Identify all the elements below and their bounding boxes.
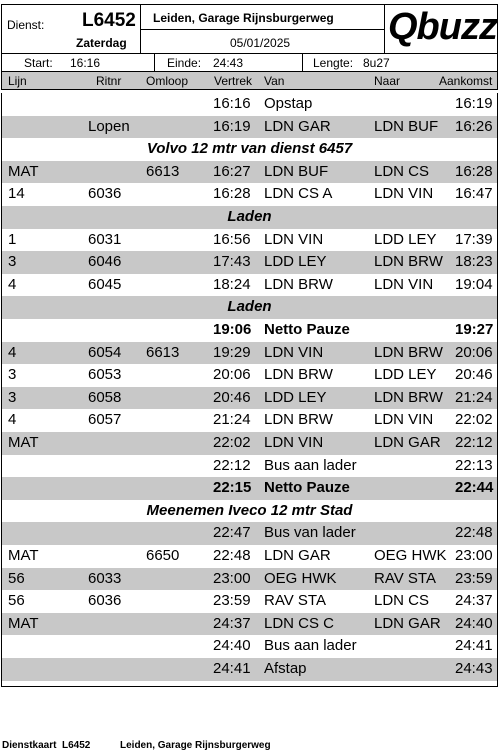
cell-vertrek: 24:40 — [213, 637, 251, 655]
cell-van: LDN BRW — [264, 366, 333, 384]
table-row — [2, 455, 497, 478]
cell-vertrek: 20:06 — [213, 366, 251, 384]
cell-van: LDN VIN — [264, 343, 324, 361]
cell-vertrek: 18:24 — [213, 275, 251, 293]
table-row — [2, 342, 497, 365]
cell-ritnr: 6054 — [88, 343, 122, 361]
header-divider — [384, 5, 385, 53]
cell-naar: LDN CS — [374, 592, 430, 610]
cell-naar: LDN GAR — [374, 614, 441, 632]
cell-van: LDN CS C — [264, 614, 335, 632]
cell-vertrek: 24:41 — [213, 660, 251, 677]
col-aankomst: Aankomst — [439, 74, 493, 88]
dienst-date: 05/01/2025 — [230, 36, 291, 50]
cell-ritnr: 6036 — [88, 185, 122, 203]
cell-aankomst: 16:19 — [455, 95, 493, 112]
cell-omloop: 6613 — [146, 162, 180, 180]
cell-aankomst: 16:28 — [455, 162, 493, 180]
einde-value: 24:43 — [213, 56, 244, 70]
footer-location: Leiden, Garage Rijnsburgerweg — [120, 740, 271, 751]
cell-ritnr: 6057 — [88, 411, 122, 429]
footer-title: Dienstkaart — [2, 740, 57, 751]
cell-aankomst: 22:13 — [455, 456, 493, 474]
table-row — [2, 161, 497, 184]
cell-vertrek: 17:43 — [213, 253, 251, 271]
header-divider — [2, 53, 497, 54]
cell-lijn: MAT — [8, 547, 39, 564]
cell-van: Netto Pauze — [264, 479, 350, 497]
cell-aankomst: 24:37 — [455, 592, 493, 610]
cell-vertrek: 23:59 — [213, 592, 251, 610]
cell-ritnr: 6058 — [88, 388, 122, 406]
qbuzz-logo: Qbuzz — [388, 6, 497, 48]
cell-van: LDN VIN — [264, 434, 324, 451]
cell-ritnr: 6031 — [88, 230, 122, 248]
cell-vertrek: 16:16 — [213, 95, 251, 112]
cell-vertrek: 24:37 — [213, 614, 251, 632]
cell-aankomst: 24:41 — [455, 637, 493, 655]
cell-naar: LDN CS — [374, 162, 430, 180]
header-divider — [140, 29, 384, 30]
cell-ritnr: 6033 — [88, 569, 122, 587]
cell-aankomst: 19:27 — [455, 321, 494, 338]
dienst-code: L6452 — [82, 10, 136, 31]
cell-aankomst: 24:40 — [455, 614, 493, 632]
cell-lijn: 4 — [8, 411, 17, 429]
section-banner: Volvo 12 mtr van dienst 6457 — [146, 140, 353, 158]
section-banner: Meenemen Iveco 12 mtr Stad — [146, 501, 353, 519]
cell-ritnr: Lopen — [88, 117, 130, 135]
cell-van: Bus aan lader — [264, 456, 357, 474]
table-row — [2, 364, 497, 387]
cell-ritnr: 6045 — [88, 275, 122, 293]
cell-van: LDN GAR — [264, 117, 331, 135]
lengte-value: 8u27 — [363, 56, 390, 70]
cell-lijn: MAT — [8, 614, 39, 632]
table-row — [2, 274, 497, 297]
cell-aankomst: 22:44 — [455, 479, 494, 497]
cell-vertrek: 22:02 — [213, 434, 251, 451]
col-van: Van — [264, 74, 285, 88]
table-row — [2, 116, 497, 139]
cell-van: LDN BRW — [264, 411, 333, 429]
cell-van: Bus van lader — [264, 524, 356, 542]
cell-omloop: 6650 — [146, 547, 180, 564]
table-row — [2, 545, 497, 568]
table-row — [2, 409, 497, 432]
cell-vertrek: 16:19 — [213, 117, 251, 135]
cell-vertrek: 22:47 — [213, 524, 251, 542]
cell-vertrek: 22:48 — [213, 547, 251, 564]
cell-van: RAV STA — [264, 592, 326, 610]
cell-lijn: MAT — [8, 434, 39, 451]
cell-naar: LDD LEY — [374, 230, 437, 248]
cell-aankomst: 19:04 — [455, 275, 493, 293]
cell-aankomst: 17:39 — [455, 230, 493, 248]
cell-lijn: MAT — [8, 162, 39, 180]
cell-vertrek: 22:12 — [213, 456, 251, 474]
footer-code: L6452 — [62, 740, 91, 751]
col-omloop: Omloop — [146, 74, 189, 88]
cell-lijn: 1 — [8, 230, 17, 248]
cell-lijn: 4 — [8, 275, 17, 293]
table-row — [2, 477, 497, 500]
cell-aankomst: 22:48 — [455, 524, 493, 542]
cell-vertrek: 22:15 — [213, 479, 252, 497]
section-banner: Laden — [2, 296, 497, 319]
table-row — [2, 590, 497, 613]
cell-lijn: 56 — [8, 569, 25, 587]
cell-ritnr: 6036 — [88, 592, 122, 610]
cell-vertrek: 21:24 — [213, 411, 251, 429]
cell-aankomst: 16:26 — [455, 117, 493, 135]
cell-lijn: 3 — [8, 366, 17, 384]
cell-aankomst: 16:47 — [455, 185, 493, 203]
col-naar: Naar — [374, 74, 401, 88]
lengte-label: Lengte: — [313, 56, 354, 70]
header-divider — [154, 53, 155, 71]
cell-vertrek: 23:00 — [213, 569, 251, 587]
table-row — [2, 229, 497, 252]
cell-van: LDN BUF — [264, 162, 329, 180]
cell-aankomst: 21:24 — [455, 388, 493, 406]
table-row — [2, 658, 497, 681]
cell-van: Opstap — [264, 95, 313, 112]
cell-ritnr: 6046 — [88, 253, 122, 271]
cell-naar: LDN BRW — [374, 343, 443, 361]
table-row — [2, 635, 497, 658]
cell-vertrek: 16:28 — [213, 185, 251, 203]
col-lijn: Lijn — [8, 74, 27, 88]
cell-naar: LDN VIN — [374, 411, 434, 429]
cell-naar: LDN VIN — [374, 275, 434, 293]
table-row — [2, 613, 497, 636]
cell-naar: RAV STA — [374, 569, 436, 587]
table-row — [2, 319, 497, 342]
section-banner: Laden — [2, 206, 497, 229]
cell-van: Afstap — [264, 660, 307, 677]
cell-aankomst: 20:06 — [455, 343, 493, 361]
cell-aankomst: 20:46 — [455, 366, 493, 384]
cell-naar: LDN BUF — [374, 117, 439, 135]
cell-vertrek: 16:56 — [213, 230, 251, 248]
cell-van: LDN CS A — [264, 185, 333, 203]
cell-aankomst: 22:12 — [455, 434, 493, 451]
table-row — [2, 93, 497, 116]
cell-lijn: 4 — [8, 343, 17, 361]
cell-naar: OEG HWK — [374, 547, 447, 564]
cell-lijn: 56 — [8, 592, 25, 610]
cell-aankomst: 23:59 — [455, 569, 493, 587]
cell-van: LDD LEY — [264, 253, 327, 271]
cell-omloop: 6613 — [146, 343, 180, 361]
table-row — [2, 387, 497, 410]
cell-van: LDN VIN — [264, 230, 324, 248]
cell-naar: LDN VIN — [374, 185, 434, 203]
cell-lijn: 14 — [8, 185, 25, 203]
cell-aankomst: 22:02 — [455, 411, 493, 429]
table-row — [2, 568, 497, 591]
cell-van: LDN BRW — [264, 275, 333, 293]
dienst-label: Dienst: — [7, 18, 45, 32]
cell-van: LDD LEY — [264, 388, 327, 406]
dienst-header — [1, 4, 498, 72]
table-row — [2, 251, 497, 274]
cell-vertrek: 19:06 — [213, 321, 252, 338]
cell-vertrek: 19:29 — [213, 343, 251, 361]
cell-ritnr: 6053 — [88, 366, 122, 384]
schedule-table — [1, 93, 498, 687]
cell-van: Netto Pauze — [264, 321, 350, 338]
cell-vertrek: 16:27 — [213, 162, 251, 180]
cell-aankomst: 23:00 — [455, 547, 493, 564]
garage-location: Leiden, Garage Rijnsburgerweg — [153, 11, 334, 25]
cell-aankomst: 18:23 — [455, 253, 493, 271]
cell-lijn: 3 — [8, 388, 17, 406]
cell-naar: LDN BRW — [374, 388, 443, 406]
einde-label: Einde: — [167, 56, 202, 70]
table-row — [2, 522, 497, 545]
column-header — [1, 72, 498, 90]
cell-naar: LDD LEY — [374, 366, 437, 384]
cell-vertrek: 20:46 — [213, 388, 251, 406]
cell-van: Bus aan lader — [264, 637, 357, 655]
cell-lijn: 3 — [8, 253, 17, 271]
table-row — [2, 183, 497, 206]
col-vertrek: Vertrek — [214, 74, 253, 88]
start-value: 16:16 — [70, 56, 101, 70]
table-row — [2, 432, 497, 455]
start-label: Start: — [24, 56, 53, 70]
cell-van: LDN GAR — [264, 547, 331, 564]
cell-naar: LDN BRW — [374, 253, 443, 271]
cell-naar: LDN GAR — [374, 434, 441, 451]
dienst-day: Zaterdag — [76, 36, 127, 50]
col-ritnr: Ritnr — [96, 74, 122, 88]
cell-van: OEG HWK — [264, 569, 337, 587]
cell-aankomst: 24:43 — [455, 660, 493, 677]
header-divider — [302, 53, 303, 71]
